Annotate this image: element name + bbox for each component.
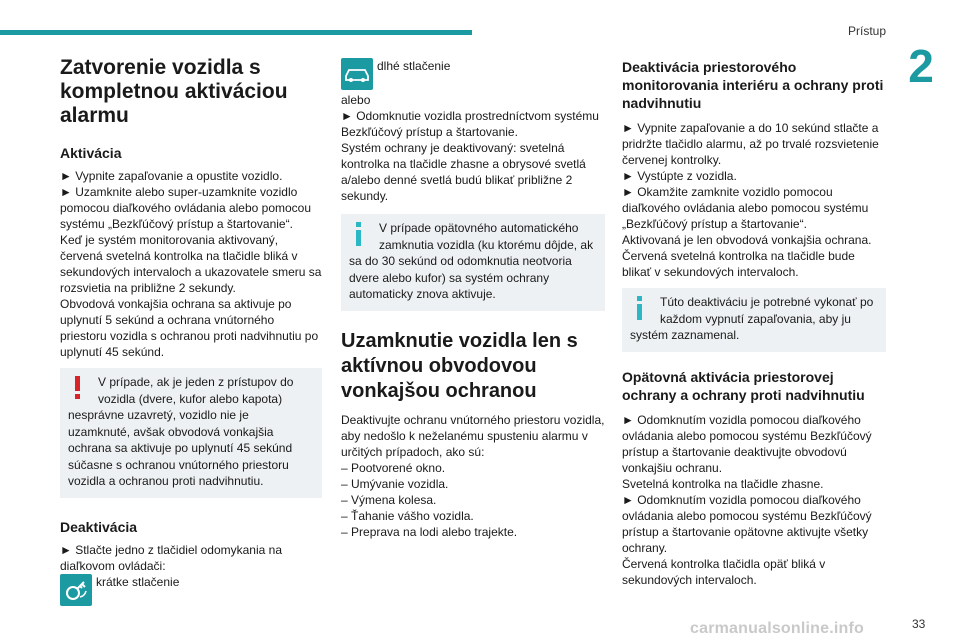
info-icon (630, 295, 650, 321)
info-text: Túto deaktiváciu je potrebné vykonať po každom vypnutí zapaľovania, aby ju systém zaznamenal. (630, 295, 874, 342)
info-text: V prípade opätovného automatického zamknutia vozidla (ku ktorému dôjde, ak sa do 30 sekúnd od odomknutia neotvoria dvere alebo kufor) sa systém ochrany automaticky znova aktivuje. (349, 221, 594, 301)
header-accent-bar (0, 30, 472, 35)
or-text: alebo (341, 93, 371, 107)
activation-text: Obvodová vonkajšia ochrana sa aktivuje po uplynutí 5 sekúnd a ochrana vnútorného priestoru vozidla s ochranou proti nadvihnutiu po uplynutí 45 sekúnd. (60, 297, 319, 359)
long-press-label: dlhé stlačenie (377, 59, 451, 73)
list-item: – Umývanie vozidla. (341, 476, 605, 492)
step-text: ► Okamžite zamknite vozidlo pomocou diaľkového ovládania alebo pomocou systému „Bezkľúčový prístup a štartovanie“. (622, 185, 869, 231)
deactivation-step: ► Stlačte jedno z tlačidiel odomykania na diaľkovom ovládači: (60, 542, 282, 573)
activation-step: ► Uzamknite alebo super-uzamknite vozidlo pomocou diaľkového ovládania alebo pomocou systému „Bezkľúčový prístup a štartovanie“. (60, 185, 312, 231)
activation-text: Keď je systém monitorovania aktivovaný, červená svetelná kontrolka na tlačidle bliká v sekundových intervaloch a ukazovatele smeru sa rozsvietia na približne 2 sekundy. (60, 233, 322, 295)
perimeter-intro: Deaktivujte ochranu vnútorného priestoru vozidla, aby nedošlo k neželanému spusteniu alarmu v určitých prípadoch, ako sú: (341, 412, 605, 459)
list-item: – Výmena kolesa. (341, 492, 605, 508)
short-press-row (60, 574, 322, 606)
warning-icon (68, 375, 88, 401)
deactivation-heading: Deaktivácia (60, 518, 138, 535)
activation-heading: Aktivácia (60, 145, 122, 161)
cases-list (341, 460, 605, 540)
reactivation-heading: Opätovná aktivácia priestorovej ochrany a ochrany proti nadvihnutiu (622, 368, 865, 403)
keyless-unlock-step: ► Odomknutie vozidla prostredníctvom systému Bezkľúčový prístup a štartovanie. (341, 109, 599, 139)
step-text: ► Odomknutím vozidla pomocou diaľkového ovládania alebo pomocou systému Bezkľúčový prístup a štartovanie deaktivujte obvodovú vonkajšiu ochranu. (622, 412, 872, 475)
result-text: Svetelná kontrolka na tlačidle zhasne. (622, 476, 824, 491)
result-text: Aktivovaná je len obvodová vonkajšia ochrana. Červená svetelná kontrolka na tlačidle bude blikať v sekundových intervaloch. (622, 233, 872, 279)
step-text: ► Vypnite zapaľovanie a do 10 sekúnd stlačte a pridržte tlačidlo alarmu, až po trvalé rozsvietenie červenej kontrolky. (622, 121, 879, 167)
info-note (622, 288, 886, 352)
watermark: carmanualsonline.info (690, 620, 865, 637)
column-3 (622, 58, 886, 588)
list-item: – Pootvorené okno. (341, 460, 605, 476)
list-item: – Ťahanie vášho vozidla. (341, 508, 605, 524)
deactivation-monitoring-heading: Deaktivácia priestorového monitorovania interiéru a ochrany proti nadvihnutiu (622, 59, 884, 111)
chapter-number: 2 (908, 40, 934, 92)
warning-note (60, 368, 322, 498)
warning-text: V prípade, ak je jeden z prístupov do vozidla (dvere, kufor alebo kapota) nesprávne uzavretý, vozidlo nie je uzamknuté, avšak obvodová vonkajšia ochrana sa aktivuje po uplynutí 45 sekúnd súčasne s ochranou vnútorného priestoru vozidla a ochranou proti nadvihnutiu. (68, 375, 294, 488)
step-text: ► Odomknutím vozidla pomocou diaľkového ovládania alebo pomocou systému Bezkľúčový prístup a štartovanie opätovne aktivujte všetky ochrany. (622, 492, 872, 555)
deactivated-text: Systém ochrany je deaktivovaný: svetelná kontrolka na tlačidle zhasne a obrysové svetlá a/alebo denné svetlá budú blikať približne 2 sekundy. (341, 141, 586, 203)
activation-step: ► Vypnite zapaľovanie a opustite vozidlo. (60, 169, 283, 183)
short-press-label: krátke stlačenie (96, 574, 180, 589)
column-2 (341, 58, 605, 540)
car-key-icon (341, 58, 373, 90)
step-text: ► Vystúpte z vozidla. (622, 169, 737, 183)
column-1 (60, 56, 322, 606)
result-text: Červená kontrolka tlačidla opäť bliká v sekundových intervaloch. (622, 556, 826, 587)
list-item: – Preprava na lodi alebo trajekte. (341, 524, 605, 540)
perimeter-lock-title: Uzamknutie vozidla len s aktívnou obvodovou vonkajšou ochranou (341, 329, 578, 402)
page-number: 33 (912, 617, 926, 631)
info-icon (349, 221, 369, 247)
section-name: Prístup (847, 24, 886, 38)
unlock-key-icon (60, 574, 92, 606)
info-note (341, 214, 605, 311)
long-press-row (341, 58, 605, 90)
section-title: Zatvorenie vozidla s kompletnou aktiváciou alarmu (60, 56, 288, 127)
